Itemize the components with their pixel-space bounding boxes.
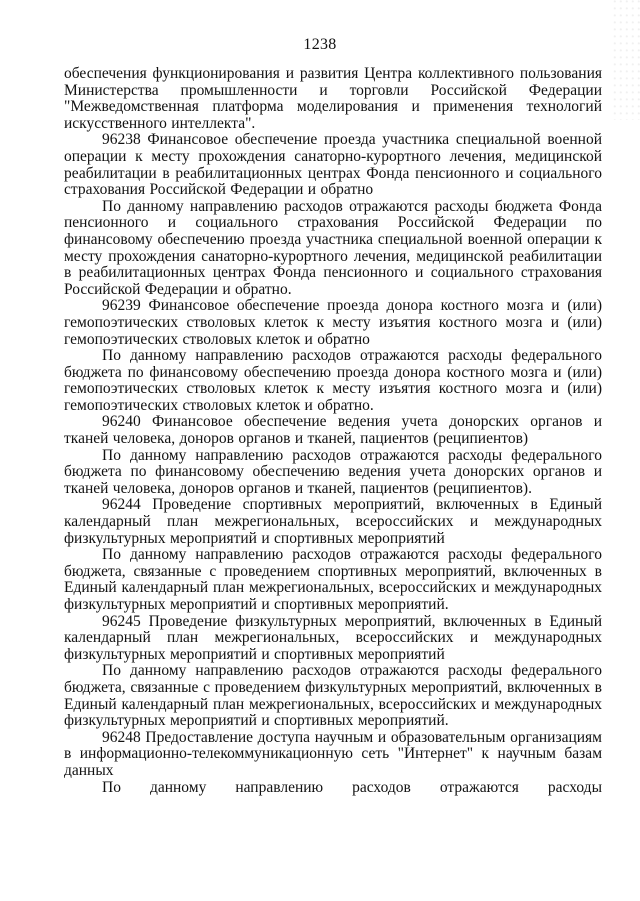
section-text-96239: По данному направлению расходов отражаются расходы федерального бюджета по финансовому обеспечению проезда донора костного мозга и (или) гемопоэтических стволовых клеток к месту изъятия костного мозга и (или) гемопоэтических стволовых клеток и обратно. bbox=[64, 347, 602, 414]
section-text-96245: По данному направлению расходов отражаются расходы федерального бюджета, связанные с проведением физкультурных мероприятий, включенных в Единый календарный план межрегиональных, всероссийских и международных физкультурных мероприятий и спортивных мероприятий. bbox=[64, 662, 602, 730]
section-heading-96238: 96238 Финансовое обеспечение проезда участника специальной военной операции к месту прохождения санаторно-курортного лечения, медицинской реабилитации в реабилитационных центрах Фонда пенсионного и социального страхования Российской Федерации и обратно bbox=[64, 131, 602, 199]
section-heading-96245: 96245 Проведение физкультурных мероприятий, включенных в Единый календарный план межрегиональных, всероссийских и международных физкультурных мероприятий и спортивных мероприятий bbox=[64, 612, 602, 663]
section-text-96238: По данному направлению расходов отражаются расходы бюджета Фонда пенсионного и социального страхования Российской Федерации по финансовому обеспечению проезда участника специальной военной операции к месту прохождения санаторно-курортного лечения, медицинской реабилитации в реабилитационных центрах Фонда пенсионного и социального страхования Российской Федерации и обратно. bbox=[64, 197, 602, 298]
section-heading-96248: 96248 Предоставление доступа научным и образовательным организациям в информационно-телекоммуникационную сеть "Интернет" к научным базам данных bbox=[64, 728, 602, 779]
section-text-96244: По данному направлению расходов отражаются расходы федерального бюджета, связанные с проведением спортивных мероприятий, включенных в Единый календарный план межрегиональных, всероссийских и международных физкультурных мероприятий и спортивных мероприятий. bbox=[64, 546, 602, 613]
section-heading-96239: 96239 Финансовое обеспечение проезда донора костного мозга и (или) гемопоэтических стволовых клеток к месту изъятия костного мозга и (или) гемопоэтических стволовых клеток и обратно bbox=[64, 297, 602, 348]
scan-noise bbox=[610, 0, 640, 120]
section-heading-96244: 96244 Проведение спортивных мероприятий, включенных в Единый календарный план межрегиональных, всероссийских и международных физкультурных мероприятий и спортивных мероприятий bbox=[64, 496, 602, 547]
page-number: 1238 bbox=[303, 36, 337, 53]
document-body bbox=[64, 66, 602, 796]
paragraph-continuation: обеспечения функционирования и развития Центра коллективного пользования Министерства промышленности и торговли Российской Федерации "Межведомственная платформа моделирования и применения технологий искусственного интеллекта". bbox=[64, 65, 602, 132]
section-text-96248: По данному направлению расходов отражаются расходы bbox=[102, 778, 602, 796]
section-text-96240: По данному направлению расходов отражаются расходы федерального бюджета по финансовому обеспечению ведения учета донорских органов и тканей человека, доноров органов и тканей, пациентов (реципиентов). bbox=[64, 446, 602, 497]
section-heading-96240: 96240 Финансовое обеспечение ведения учета донорских органов и тканей человека, доноров органов и тканей, пациентов (реципиентов) bbox=[64, 413, 602, 448]
